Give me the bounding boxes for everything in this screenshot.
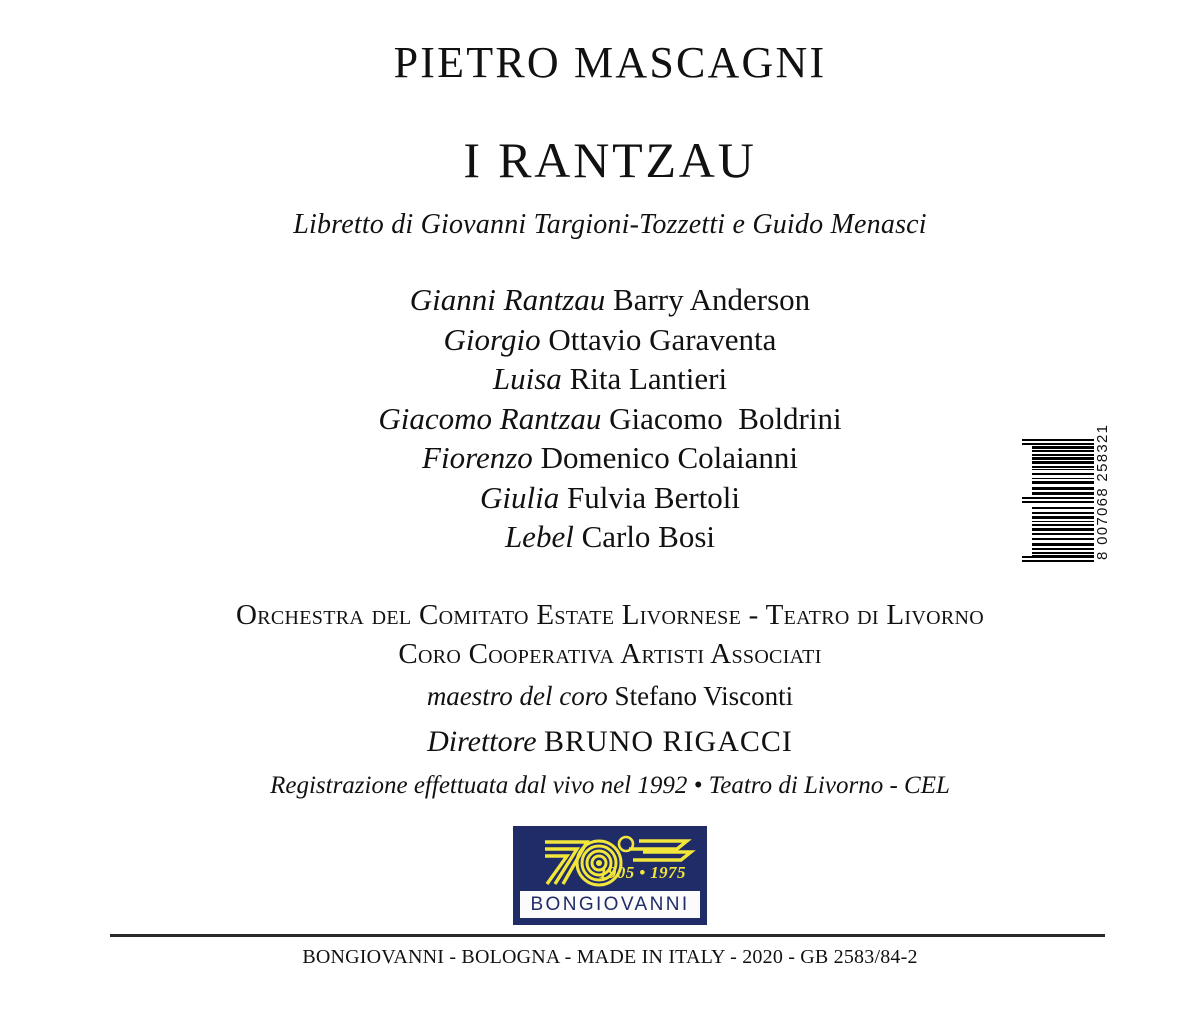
cast-role: Giulia	[479, 479, 560, 515]
logo-label-name: BONGIOVANNI	[530, 894, 690, 915]
cast-row	[0, 359, 1200, 399]
chorus-master-label: maestro del coro	[426, 681, 608, 711]
cast-performer: Giacomo Boldrini	[609, 400, 842, 436]
barcode	[1022, 312, 1112, 562]
ensemble-credits	[0, 596, 1200, 766]
cast-role: Gianni Rantzau	[409, 282, 606, 317]
logo-anniversary-mark	[515, 828, 705, 890]
libretto-credit: Libretto di Giovanni Targioni-Tozzetti e Guido Menasci	[293, 209, 927, 240]
cast-performer: Barry Anderson	[613, 282, 811, 317]
cast-performer: Carlo Bosi	[581, 519, 716, 554]
footer-divider	[110, 934, 1105, 937]
cast-row	[0, 478, 1200, 518]
cast-row	[0, 517, 1200, 557]
chorus-master-credit	[0, 674, 1200, 718]
cast-row	[0, 438, 1200, 478]
cast-performer: Domenico Colaianni	[540, 440, 798, 475]
barcode-rotated-group	[1022, 312, 1112, 562]
cast-row	[0, 280, 1200, 320]
cast-performer: Rita Lantieri	[569, 361, 728, 396]
conductor-label: Direttore	[427, 725, 537, 758]
cast-role: Luisa	[492, 361, 562, 396]
cast-list	[0, 280, 1200, 557]
conductor-credit	[0, 718, 1200, 766]
opera-title: I RANTZAU	[463, 132, 757, 188]
barcode-digits: 8 007068 258321	[1094, 423, 1111, 560]
footer-imprint: BONGIOVANNI - BOLOGNA - MADE IN ITALY - 2020 - GB 2583/84-2	[302, 946, 918, 968]
recording-note: Registrazione effettuata dal vivo nel 1992 • Teatro di Livorno - CEL	[270, 772, 950, 799]
cast-role: Lebel	[504, 519, 574, 554]
chorus-master-name: Stefano Visconti	[614, 681, 794, 711]
orchestra-credit: Orchestra del Comitato Estate Livornese - Teatro di Livorno	[236, 599, 984, 631]
cast-performer: Fulvia Bertoli	[566, 479, 741, 515]
logo-label-name-box	[520, 891, 700, 918]
cast-row	[0, 320, 1200, 360]
barcode-bars	[1022, 312, 1094, 562]
cast-role: Giacomo Rantzau	[378, 400, 602, 436]
logo-years: 1905 • 1975	[599, 863, 686, 882]
chorus-credit: Coro Cooperativa Artisti Associati	[398, 638, 822, 670]
bongiovanni-logo	[513, 826, 707, 925]
conductor-name: BRUNO RIGACCI	[544, 725, 793, 758]
cast-role: Fiorenzo	[422, 440, 533, 475]
cast-performer: Ottavio Garaventa	[548, 321, 777, 357]
cast-row	[0, 399, 1200, 439]
composer-name: PIETRO MASCAGNI	[393, 38, 827, 87]
cast-role: Giorgio	[443, 321, 541, 357]
